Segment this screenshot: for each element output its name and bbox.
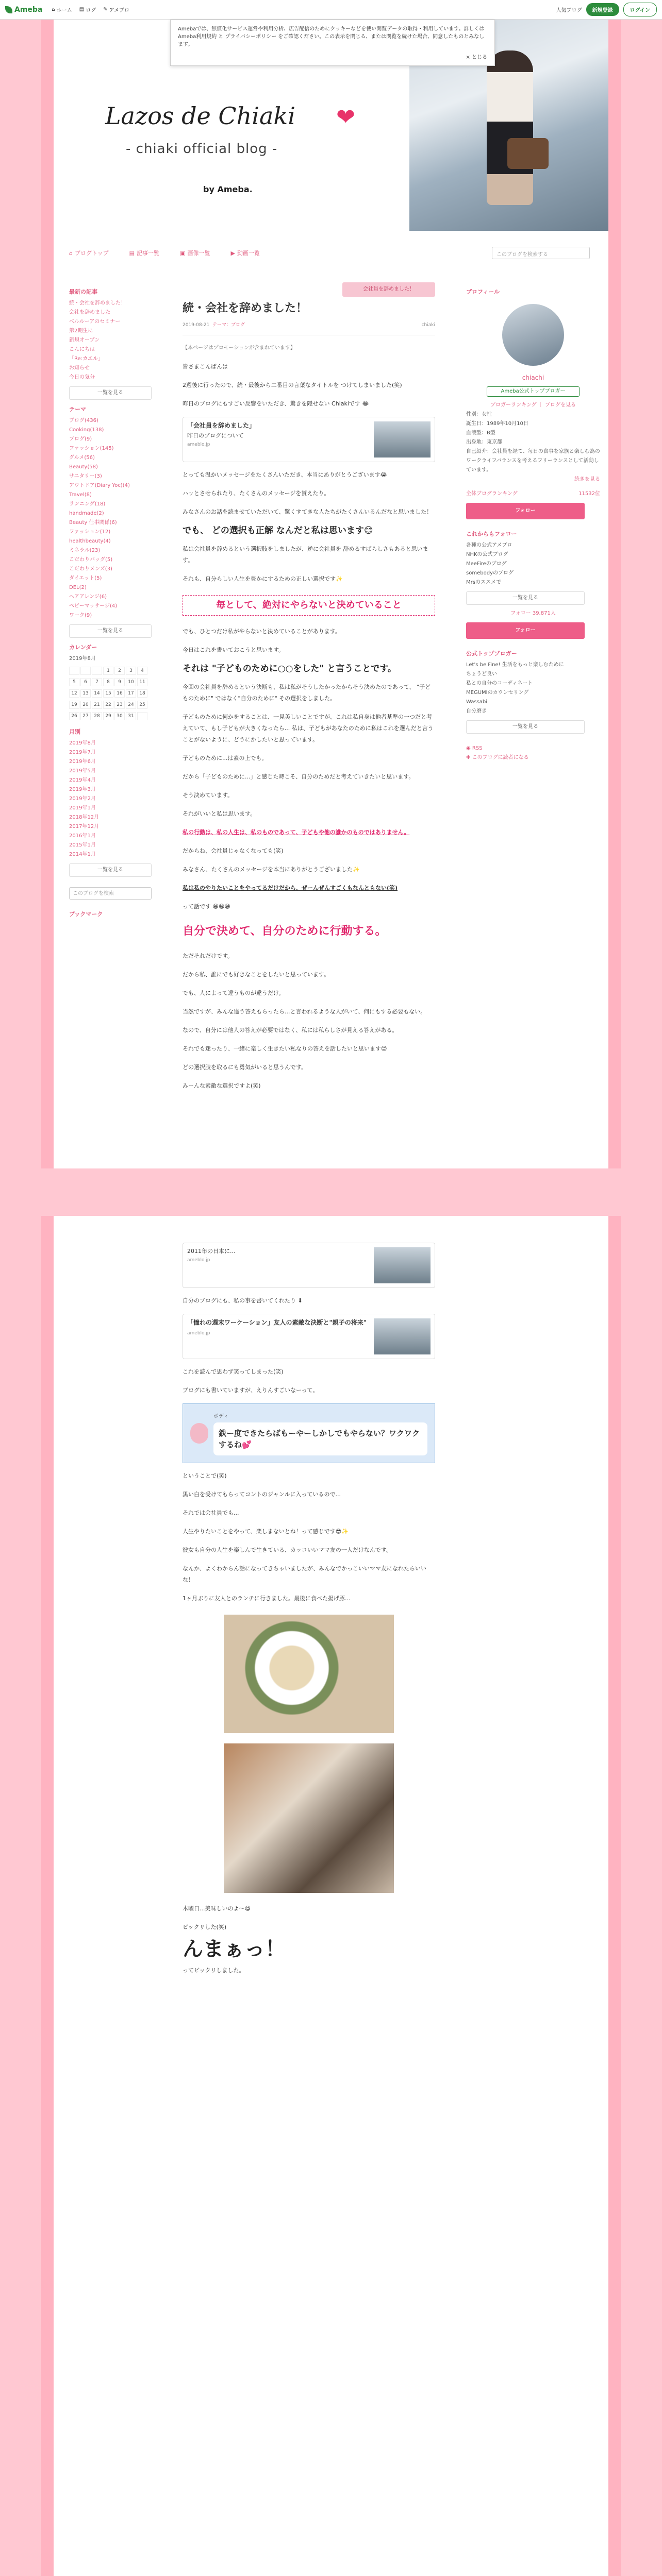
archive-item[interactable]: 2019年3月 (69, 787, 96, 792)
paragraph: どの選択肢を取るにも勇気がいると思うんです。 (183, 1064, 307, 1071)
theme-item[interactable]: グルメ(56) (69, 455, 95, 461)
reader-icon: ✚ (466, 755, 471, 760)
calendar-day[interactable]: 13 (80, 689, 91, 698)
archive-item[interactable]: 2019年2月 (69, 796, 96, 802)
entry-main-continued (183, 1236, 435, 1984)
theme-item[interactable]: ファッション(145) (69, 446, 114, 451)
paragraph: 今回の会社員を辞めるという決断も、私は私がそうしたかったからそう決めたのであって、 "子どものために" ではなく"自分のために" その選択をしました。 (183, 684, 431, 702)
theme-item[interactable]: アウトドア(Diary Yoc)(4) (69, 483, 130, 488)
follower-title: これからもフォロー (466, 531, 517, 537)
calendar-day[interactable]: 17 (126, 689, 136, 698)
follower-item[interactable]: MeeFireのブログ (466, 561, 507, 567)
top-nav-home[interactable]: ⌂ ホーム (52, 7, 72, 13)
chat-name: ボディ (213, 1414, 229, 1419)
paragraph: 2週後に行ったので、続・最後から二番目の言葉なタイトルを つけてしまいました(笑) (183, 382, 402, 388)
theme-item[interactable]: ダイエット(5) (69, 575, 102, 581)
promo-notice: 【本ページはプロモーションが含まれています】 (183, 345, 295, 351)
paragraph: ってビックリしました。 (183, 1967, 245, 1974)
sidebar-search-input[interactable]: このブログを検索 (69, 887, 152, 900)
calendar-day[interactable]: 29 (103, 712, 113, 720)
yum-heading: んまぁっ！ (183, 1937, 286, 1961)
calendar-day[interactable]: 11 (137, 678, 147, 686)
paragraph: だから「子どものために...」と感じた時こそ、自分のためだと考えていきたいと思います。 (183, 773, 415, 780)
calendar-day[interactable]: 25 (137, 701, 147, 709)
recent-item[interactable]: ベルルーアのセミナー (69, 319, 121, 325)
recent-item[interactable]: 新規オープン (69, 337, 100, 343)
recent-item[interactable]: 「Re:カエル」 (69, 356, 104, 362)
emphasis-line: それは "子どものために○○をした" と言うことです。 (183, 664, 396, 674)
paragraph: ビックリした(笑) (183, 1924, 227, 1930)
calendar-day[interactable]: 23 (114, 701, 125, 709)
archive-item[interactable]: 2019年1月 (69, 805, 96, 811)
nav-articles[interactable]: ▤ 記事一覧 (129, 249, 160, 257)
paragraph: それがいいと私は思います。 (183, 810, 256, 817)
profile-info: 出身地：東京都 (466, 439, 502, 445)
theme-item[interactable]: こだわりメンズ(3) (69, 566, 112, 572)
official-item[interactable]: ちょうど良い (466, 671, 497, 677)
calendar-day[interactable]: 20 (80, 701, 91, 709)
page-lower (54, 1216, 608, 2576)
paragraph: だから私、誰にでも好きなことをしたいと思っています。 (183, 971, 330, 978)
theme-item[interactable]: ヘアアレンジ(6) (69, 594, 107, 600)
paragraph: 1ヶ月ぶりに友人とのランチに行きました。最後に食べた揚げ豚... (183, 1595, 351, 1602)
right-stripe-2 (608, 1216, 621, 2576)
avatar[interactable] (502, 304, 564, 366)
blog-search-input[interactable]: このブログを検索する (492, 247, 590, 259)
ranking-link[interactable]: ブロガーランキング (490, 402, 537, 408)
paragraph: 今日はこれを書いておこうと思います。 (183, 647, 285, 653)
theme-item[interactable]: Beauty(58) (69, 464, 98, 470)
profile-more[interactable]: 続きを見る (574, 477, 600, 482)
profile-title: プロフィール (466, 289, 500, 295)
paragraph: それでも迷ったり、一緒に楽しく生きたい私なりの答えを話したいと思います😊 (183, 1045, 387, 1052)
follow-button[interactable]: フォロー (466, 503, 585, 519)
paragraph: 子どものために何かをすることは、一見美しいことですが、これは私自身は他者基準の一つだと考えていて、もし子どもが大きくなったら... 私は、子どもがあなたのために私はこれを選んだと言うことがないように、どうにかしたいと思っています。 (183, 714, 434, 743)
doc-icon: ▤ (79, 7, 85, 12)
card-title: 「憧れの週末ワーケーション」友人の素敵な決断と"親子の将来" (187, 1319, 367, 1326)
recent-more-button[interactable]: 一覧を見る (69, 386, 152, 400)
paragraph: なので、自分には他人の答えが必要ではなく、私には私らしさが見える答えがある。 (183, 1027, 398, 1033)
official-item[interactable]: Wassabi (466, 699, 488, 705)
card-site: ameblo.jp (187, 442, 210, 447)
calendar-day[interactable] (137, 712, 147, 720)
nav-blog-top[interactable]: ⌂ ブログトップ (69, 249, 109, 257)
theme-item[interactable]: Beauty 仕事関係(6) (69, 520, 117, 526)
ranking-label[interactable]: 全体ブログランキング (466, 491, 518, 497)
video-icon: ▶ (230, 249, 235, 257)
calendar-day[interactable]: 18 (137, 689, 147, 698)
linked-article-card[interactable] (183, 417, 435, 462)
calendar-day[interactable]: 24 (126, 701, 136, 709)
theme-item[interactable]: こだわりバッグ(5) (69, 557, 113, 563)
archive-item[interactable]: 2019年4月 (69, 777, 96, 783)
underlined-pink-text: 私の行動は、私の人生は、私のものであって、子どもや他の誰かのものではありません。 (183, 829, 410, 836)
card-text (187, 1318, 374, 1354)
card-text (187, 1247, 374, 1283)
paragraph: みなさんのお話を読ませていただいて、驚くすてきな人たちがたくさんいるんだなと思いました！ (183, 509, 433, 515)
recent-item[interactable]: お知らせ (69, 365, 90, 371)
calendar-day[interactable]: 4 (137, 667, 147, 675)
entry-main (183, 282, 435, 1099)
paragraph: 私は会社員を辞めるという選択肢をしましたが、逆に会社員を 辞めるすばらしさもあると思います。 (183, 546, 428, 564)
rss-icon: ◉ (466, 745, 471, 751)
follow-top-button[interactable]: 会社員を辞めました！ (342, 282, 435, 297)
right-stripe (608, 20, 621, 1168)
cookie-text: Amebaでは、無償化サービス運営や利用分析、広告配信のためにクッキーなどを使い閲覧データの取得・利用しています。詳しくは Ameba利用規約 と プライバシーポリシー をご確認ください。この表示を閉じる、または閲覧を続けた場合、同意したものとみなします。 (178, 26, 485, 47)
recent-title: 最新の記事 (69, 289, 97, 295)
theme-more-button[interactable]: 一覧を見る (69, 624, 152, 638)
nav-videos[interactable]: ▶ 動画一覧 (230, 249, 260, 257)
chat-content (213, 1411, 427, 1455)
calendar-month: 2019年8月 (69, 656, 96, 662)
archive-item[interactable]: 2019年5月 (69, 768, 96, 774)
home-icon: ⌂ (52, 7, 55, 12)
register-button[interactable]: 新規登録 (586, 3, 619, 16)
bag-figure (507, 138, 549, 169)
calendar-day[interactable]: 5 (69, 678, 79, 686)
by-ameba: by Ameba. (203, 184, 253, 194)
paragraph: 自分のブログにも、私の事を書いてくれたり ⬇ (183, 1297, 303, 1304)
cookie-banner (170, 20, 495, 66)
paragraph: 彼女も自分の人生を楽しんで生きている、カッコいいママ友の一人だけなんです。 (183, 1547, 392, 1553)
top-nav-log[interactable]: ▤ ログ (79, 7, 96, 13)
profile-info: 血液型：B型 (466, 430, 495, 436)
paragraph: 昨日のブログにもすごい反響をいただき、驚きを隠せない Chiakiです 😂 (183, 400, 369, 407)
calendar-day[interactable]: 22 (103, 701, 113, 709)
left-stripe (41, 20, 54, 1168)
blog-subtitle: - chiaki official blog - (126, 141, 278, 157)
calendar-day[interactable]: 31 (126, 712, 136, 720)
calendar-day[interactable] (80, 667, 91, 675)
calendar-title: カレンダー (69, 644, 97, 651)
card-thumbnail (374, 1318, 431, 1354)
blog-title[interactable]: Lazos de Chiaki (105, 102, 295, 130)
archive-item[interactable]: 2018年12月 (69, 815, 100, 820)
paragraph: ハッとさせられたり、たくさんのメッセージを貰えたり。 (183, 490, 330, 497)
page-upper (54, 20, 608, 1168)
paragraph: それも、自分らしい人生を豊かにするための正しい選択です✨ (183, 575, 343, 582)
paragraph: ただそれだけです。 (183, 953, 234, 959)
theme-item[interactable]: ワーク(9) (69, 613, 92, 618)
paragraph: ということで(笑) (183, 1472, 227, 1479)
paragraph: みーんな素敵な選択ですよ(笑) (183, 1082, 261, 1089)
card-title: 「会社員を辞めました」 (187, 422, 256, 429)
calendar-day[interactable]: 2 (114, 667, 125, 675)
follower-more-button[interactable]: 一覧を見る (466, 591, 585, 605)
profile-name[interactable]: chiachi (522, 374, 544, 381)
ameba-logo[interactable]: Ameba (5, 6, 42, 14)
bookmark-title: ブックマーク (69, 911, 103, 918)
paragraph: でも、人によって違うものが違うだけ。 (183, 990, 285, 996)
official-item[interactable]: Let's be Fine! 生活をもっと楽しむために (466, 662, 564, 668)
theme-item[interactable]: healthbeauty(4) (69, 538, 111, 544)
official-item[interactable]: MEGUMIのカウンセリング (466, 690, 529, 696)
follower-item[interactable]: somebodyのブログ (466, 570, 514, 576)
calendar-day[interactable]: 26 (69, 712, 79, 720)
card-desc: 昨日のブログについて (187, 432, 244, 439)
follower-item[interactable]: 各種の公式アメブロ (466, 543, 512, 548)
official-title: 公式トップブロガー (466, 650, 517, 657)
left-stripe-2 (41, 1216, 54, 2576)
login-button[interactable]: ログイン (623, 3, 657, 16)
paragraph: 人生やりたいことをやって、楽しまないとね！って感じです😎✨ (183, 1528, 349, 1535)
paragraph: って話です 😄😄😄 (183, 903, 230, 910)
theme-title: テーマ (69, 406, 86, 413)
calendar-day[interactable]: 6 (80, 678, 91, 686)
card-thumbnail (374, 421, 431, 457)
entry-author: chiaki (421, 323, 435, 328)
archive-item[interactable]: 2015年1月 (69, 842, 96, 848)
underlined-text: 私は私のやりたいことをやってるだけだから、ぜーんぜんすごくもなんともない(笑) (183, 885, 398, 891)
cookie-close-button[interactable]: × とじる (466, 55, 487, 60)
theme-item[interactable]: ブログ(436) (69, 418, 98, 423)
linked-card-2[interactable] (183, 1314, 435, 1359)
pink-heading: 毎として、絶対にやらないと決めていること (183, 595, 435, 616)
paragraph: 木曜日...美味しいのよ〜😋 (183, 1905, 251, 1912)
recent-item[interactable]: 第2期生に (69, 328, 93, 334)
official-item[interactable]: 自分磨き (466, 708, 487, 714)
calendar-day[interactable]: 14 (92, 689, 102, 698)
top-right (556, 3, 657, 16)
image-icon: ▣ (180, 249, 186, 257)
follow-count: フォロー 39,871人 (510, 611, 556, 616)
recent-item[interactable]: 続・会社を辞めました！ (69, 300, 126, 306)
calendar-day[interactable]: 9 (114, 678, 125, 686)
linked-card[interactable] (183, 1243, 435, 1288)
theme-item[interactable]: DEL(2) (69, 585, 87, 590)
ranking-value: 11532位 (578, 491, 600, 497)
theme-item[interactable]: ランニング(18) (69, 501, 106, 507)
right-sidebar (466, 282, 600, 762)
top-bar (0, 0, 662, 20)
card-thumbnail (374, 1247, 431, 1283)
archive-title: 月別 (69, 728, 80, 735)
paragraph: 当然ですが、みんな違う答えもらったら...と言われるような人がいて、何にもする必要もない。 (183, 1008, 426, 1015)
paragraph: とっても温かいメッセージをたくさんいただき、本当にありがとうございます😭 (183, 471, 387, 478)
calendar-day[interactable]: 27 (80, 712, 91, 720)
archive-more-button[interactable]: 一覧を見る (69, 863, 152, 877)
recent-item[interactable]: 今日の気分 (69, 375, 95, 380)
pen-icon: ✎ (103, 7, 108, 12)
profile-info: 誕生日：1989年10月10日 (466, 421, 528, 427)
recent-item[interactable]: 会社を辞めました (69, 310, 110, 315)
nav-images[interactable]: ▣ 画像一覧 (180, 249, 210, 257)
chat-avatar (190, 1423, 208, 1444)
theme-item[interactable]: Travel(8) (69, 492, 92, 498)
list-icon: ▤ (129, 249, 135, 257)
calendar-day[interactable]: 10 (126, 678, 136, 686)
person-figure (487, 50, 533, 205)
theme-item[interactable]: ベビーマッサージ(4) (69, 603, 118, 609)
card-desc: 2011年の日本に... (187, 1248, 236, 1255)
calendar-day[interactable]: 19 (69, 701, 79, 709)
paragraph: これを読んで思わず笑ってしまった(笑) (183, 1368, 284, 1375)
official-more-button[interactable]: 一覧を見る (466, 720, 585, 734)
calendar-day[interactable] (69, 667, 79, 675)
top-nav-ameblo[interactable]: ✎ アメブロ (103, 7, 129, 13)
entry-meta (183, 319, 435, 335)
theme-item[interactable]: handmade(2) (69, 511, 104, 516)
calendar-day[interactable]: 7 (92, 678, 102, 686)
blog-nav (69, 246, 590, 260)
paragraph: そう決めています。 (183, 792, 234, 799)
entry-title: 続・会社を辞めました！ (183, 302, 308, 315)
left-sidebar (69, 282, 167, 921)
archive-item[interactable]: 2019年6月 (69, 759, 96, 765)
chat-bubble: 鉄ー度できたらばもーやーしかしでもやらない？ワクワクするね💕 (213, 1422, 427, 1455)
theme-item[interactable]: サニタリー(3) (69, 473, 102, 479)
home-icon: ⌂ (69, 249, 73, 257)
paragraph: それでは会社員でも... (183, 1510, 239, 1516)
follower-item[interactable]: Mrsのススメで (466, 580, 501, 585)
official-item[interactable]: 私との自分のコーディネート (466, 681, 533, 686)
pink-statement: 自分で決めて、自分のために行動する。 (183, 925, 387, 938)
emphasis-line: でも、 どの選択も正解 なんだと私は思います😊 (183, 526, 373, 536)
archive-item[interactable]: 2019年7月 (69, 750, 96, 755)
calendar-day[interactable]: 16 (114, 689, 125, 698)
blog-link[interactable]: ブログを見る (545, 402, 576, 408)
leaf-icon (5, 6, 12, 13)
profile-info: 自己紹介：会社員を経て、毎日の食事を家族と楽しむ為のワークライフバランスを考えるフリーランスとして活動しています。 (466, 449, 600, 473)
card-text (187, 421, 374, 457)
card-site: ameblo.jp (187, 1331, 210, 1336)
paragraph: みなさん、たくさんのメッセージを本当にありがとうございました✨ (183, 866, 360, 873)
calendar-day[interactable]: 12 (69, 689, 79, 698)
calendar-day[interactable]: 21 (92, 701, 102, 709)
calendar-day[interactable]: 15 (103, 689, 113, 698)
calendar-grid (69, 667, 167, 720)
entry-date: 2019-08-21 (183, 323, 210, 328)
paragraph: 黒い白を受けてもらってコントのジャンルに入っているので... (183, 1491, 341, 1498)
theme-item[interactable]: ファッション(12) (69, 529, 111, 535)
ranking-row (466, 489, 600, 499)
paragraph: でも、ひとつだけ私がやらないと決めていることがあります。 (183, 628, 341, 635)
food-photo-2[interactable] (224, 1743, 394, 1893)
calendar-day[interactable]: 28 (92, 712, 102, 720)
official-badge[interactable]: Ameba公式トップブロガー (487, 386, 580, 397)
heart-icon: ❤ (336, 104, 355, 130)
top-nav (52, 6, 129, 13)
follower-item[interactable]: NHKの公式ブログ (466, 552, 508, 557)
entry-theme[interactable]: テーマ：ブログ (212, 323, 245, 328)
paragraph: なんか、よくわからん話になってきちゃいましたが、みんなでかっこいいママ友になれたらいいな！ (183, 1565, 426, 1583)
calendar-day[interactable]: 8 (103, 678, 113, 686)
paragraph: だからね、会社員じゃなくなっても(笑) (183, 848, 284, 854)
archive-item[interactable]: 2017年12月 (69, 824, 100, 829)
theme-item[interactable]: Cooking(138) (69, 427, 104, 433)
calendar-day[interactable]: 1 (103, 667, 113, 675)
archive-item[interactable]: 2016年1月 (69, 833, 96, 839)
paragraph: 皆さまこんばんは (183, 363, 228, 370)
archive-item[interactable]: 2019年8月 (69, 740, 96, 746)
profile-info: 性別：女性 (466, 412, 492, 417)
rss-link[interactable]: ◉ RSS (466, 745, 483, 751)
paragraph: 子どものために...は素の上でも。 (183, 755, 268, 761)
chat-screenshot (183, 1403, 435, 1463)
reader-link[interactable]: ✚ このブログに読者になる (466, 755, 529, 760)
paragraph: ブログにも書いていますが、えりんすごいなーって。 (183, 1387, 319, 1394)
follow-button-2[interactable]: フォロー (466, 622, 585, 639)
archive-item[interactable]: 2014年1月 (69, 852, 96, 857)
calendar-day[interactable]: 30 (114, 712, 125, 720)
card-site: ameblo.jp (187, 1258, 210, 1263)
calendar-day[interactable]: 3 (126, 667, 136, 675)
theme-item[interactable]: ミネラル(23) (69, 548, 101, 553)
profile-links: ブロガーランキング ｜ ブログを見る (490, 402, 576, 408)
calendar-day[interactable] (92, 667, 102, 675)
food-photo[interactable] (224, 1615, 394, 1733)
recent-item[interactable]: こんにちは (69, 347, 95, 352)
theme-item[interactable]: ブログ(9) (69, 436, 92, 442)
popular-blog-link[interactable]: 人気ブログ (556, 8, 582, 13)
